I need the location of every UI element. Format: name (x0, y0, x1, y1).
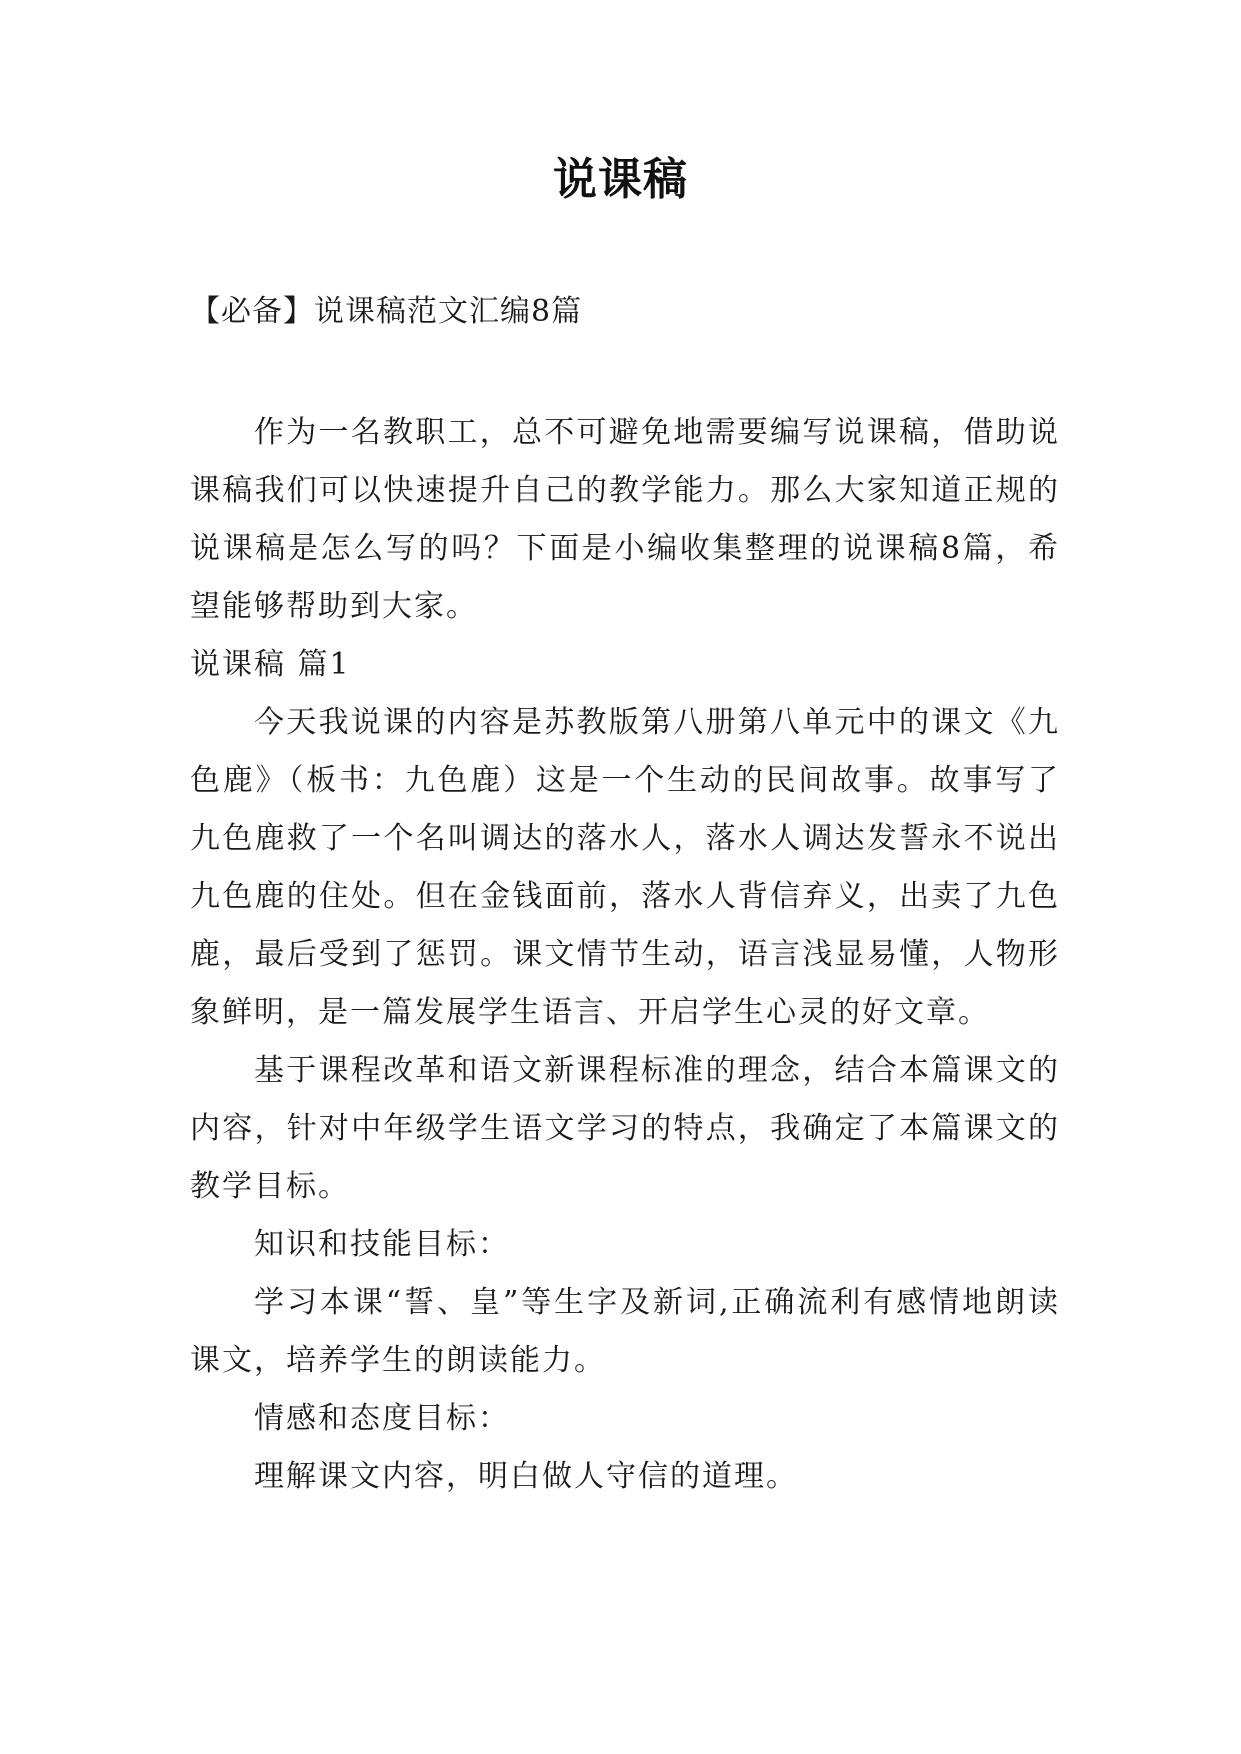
body-paragraph: 理解课文内容，明白做人守信的道理。 (254, 1459, 798, 1494)
body-paragraph: 基于课程改革和语文新课程标准的理念，结合本篇课文的内容，针对中年级学生语文学习的特点，我确定了本篇课文的教学目标。 (190, 1053, 1060, 1204)
intro-paragraph: 作为一名教职工，总不可避免地需要编写说课稿，借助说课稿我们可以快速提升自己的教学能力。那么大家知道正规的说课稿是怎么写的吗？下面是小编收集整理的说课稿8篇，希望能够帮助到大家。 (190, 415, 1060, 624)
goal-heading: 知识和技能目标： (254, 1227, 510, 1262)
goal-heading: 情感和态度目标： (254, 1401, 510, 1436)
document-body (190, 404, 1060, 1506)
body-paragraph: 学习本课“誓、皇”等生字及新词,正确流利有感情地朗读课文，培养学生的朗读能力。 (190, 1285, 1060, 1378)
document-subtitle: 【必备】说课稿范文汇编8篇 (190, 294, 583, 329)
body-paragraph: 今天我说课的内容是苏教版第八册第八单元中的课文《九色鹿》（板书：九色鹿）这是一个生动的民间故事。故事写了九色鹿救了一个名叫调达的落水人，落水人调达发誓永不说出九色鹿的住处。但在金钱面前，落水人背信弃义，出卖了九色鹿，最后受到了惩罚。课文情节生动，语言浅显易懂，人物形象鲜明，是一篇发展学生语言、开启学生心灵的好文章。 (190, 705, 1060, 1030)
section-heading: 说课稿 篇1 (190, 647, 351, 682)
document-title: 说课稿 (553, 154, 688, 205)
